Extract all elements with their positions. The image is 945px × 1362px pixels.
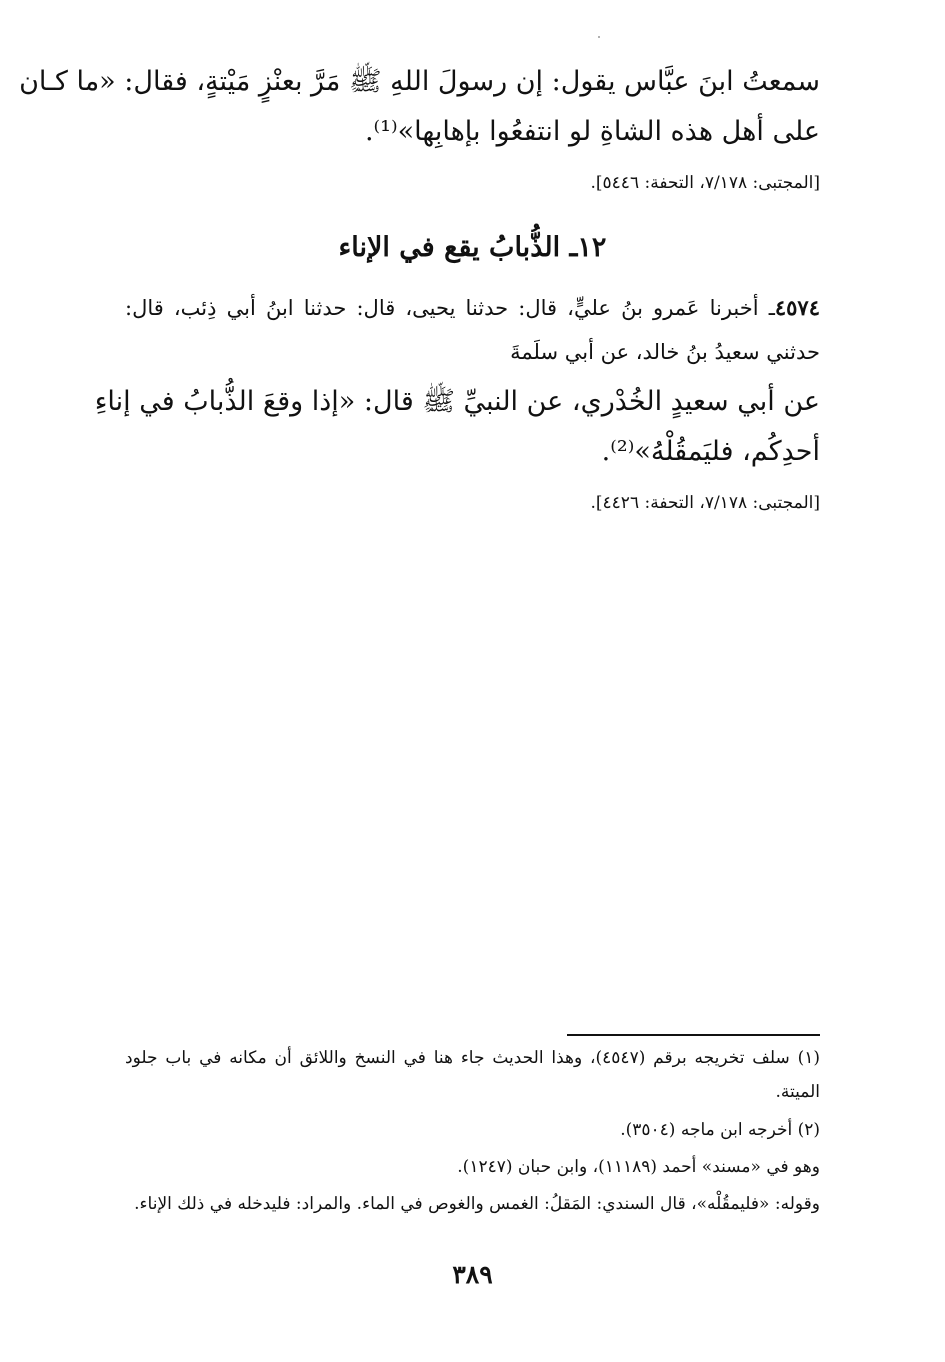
page-number: ٣٨٩	[452, 1260, 493, 1289]
scan-speck	[598, 36, 600, 38]
hadith-matn-line-1: عن أبي سعيدٍ الخُدْري، عن النبيِّ ﷺ قال: «إذا وقعَ الذُّبابُ في إناءِ	[94, 386, 820, 417]
prev-hadith-line-1: سمعتُ ابنَ عبَّاس يقول: إن رسولَ اللهِ ﷺ مَرَّ بعنْزٍ مَيْتةٍ، فقال: «ما كـان	[19, 66, 820, 97]
hadith-reference: [المجتبى: ٧/١٧٨، التحفة: ٤٤٢٦].	[590, 493, 820, 513]
prev-hadith-reference: [المجتبى: ٧/١٧٨، التحفة: ٥٤٤٦].	[590, 173, 820, 193]
footnote-1-line-2: الميتة.	[775, 1082, 820, 1102]
hadith-matn-line-2: أحدِكُم، فليَمقُلْهُ»⁽²⁾.	[601, 436, 820, 467]
footnote-2-line-2: وهو في «مسند» أحمد (١١١٨٩)، وابن حبان (١٢٤٧).	[457, 1157, 820, 1177]
hadith-isnad-line-1	[125, 292, 820, 324]
hadith-isnad-line-2: حدثني سعيدُ بنُ خالد، عن أبي سلَمةَ	[510, 340, 820, 364]
hadith-number: ٤٥٧٤	[774, 295, 820, 320]
prev-hadith-line-2: على أهل هذه الشاةِ لو انتفعُوا بإهابِها»⁽¹⁾.	[364, 116, 820, 147]
footnote-2-line-3: وقوله: «فليمقُلْه»، قال السندي: المَقلُ: الغمس والغوص في الماء. والمراد: فليدخله في ذلك الإناء.	[134, 1194, 820, 1214]
section-heading: ١٢ـ الذُّبابُ يقع في الإناء	[338, 232, 607, 263]
footnote-1-line-1: (١) سلف تخريجه برقم (٤٥٤٧)، وهذا الحديث جاء هنا في النسخ واللائق أن مكانه في باب جلود	[125, 1048, 821, 1068]
hadith-isnad-text: ـ أخبرنا عَمرو بنُ عليٍّ، قال: حدثنا يحيى، قال: حدثنا ابنُ أبي ذِئب، قال:	[125, 296, 775, 320]
footnote-2-line-1: (٢) أخرجه ابن ماجه (٣٥٠٤).	[620, 1120, 820, 1140]
footnote-separator	[567, 1034, 820, 1036]
